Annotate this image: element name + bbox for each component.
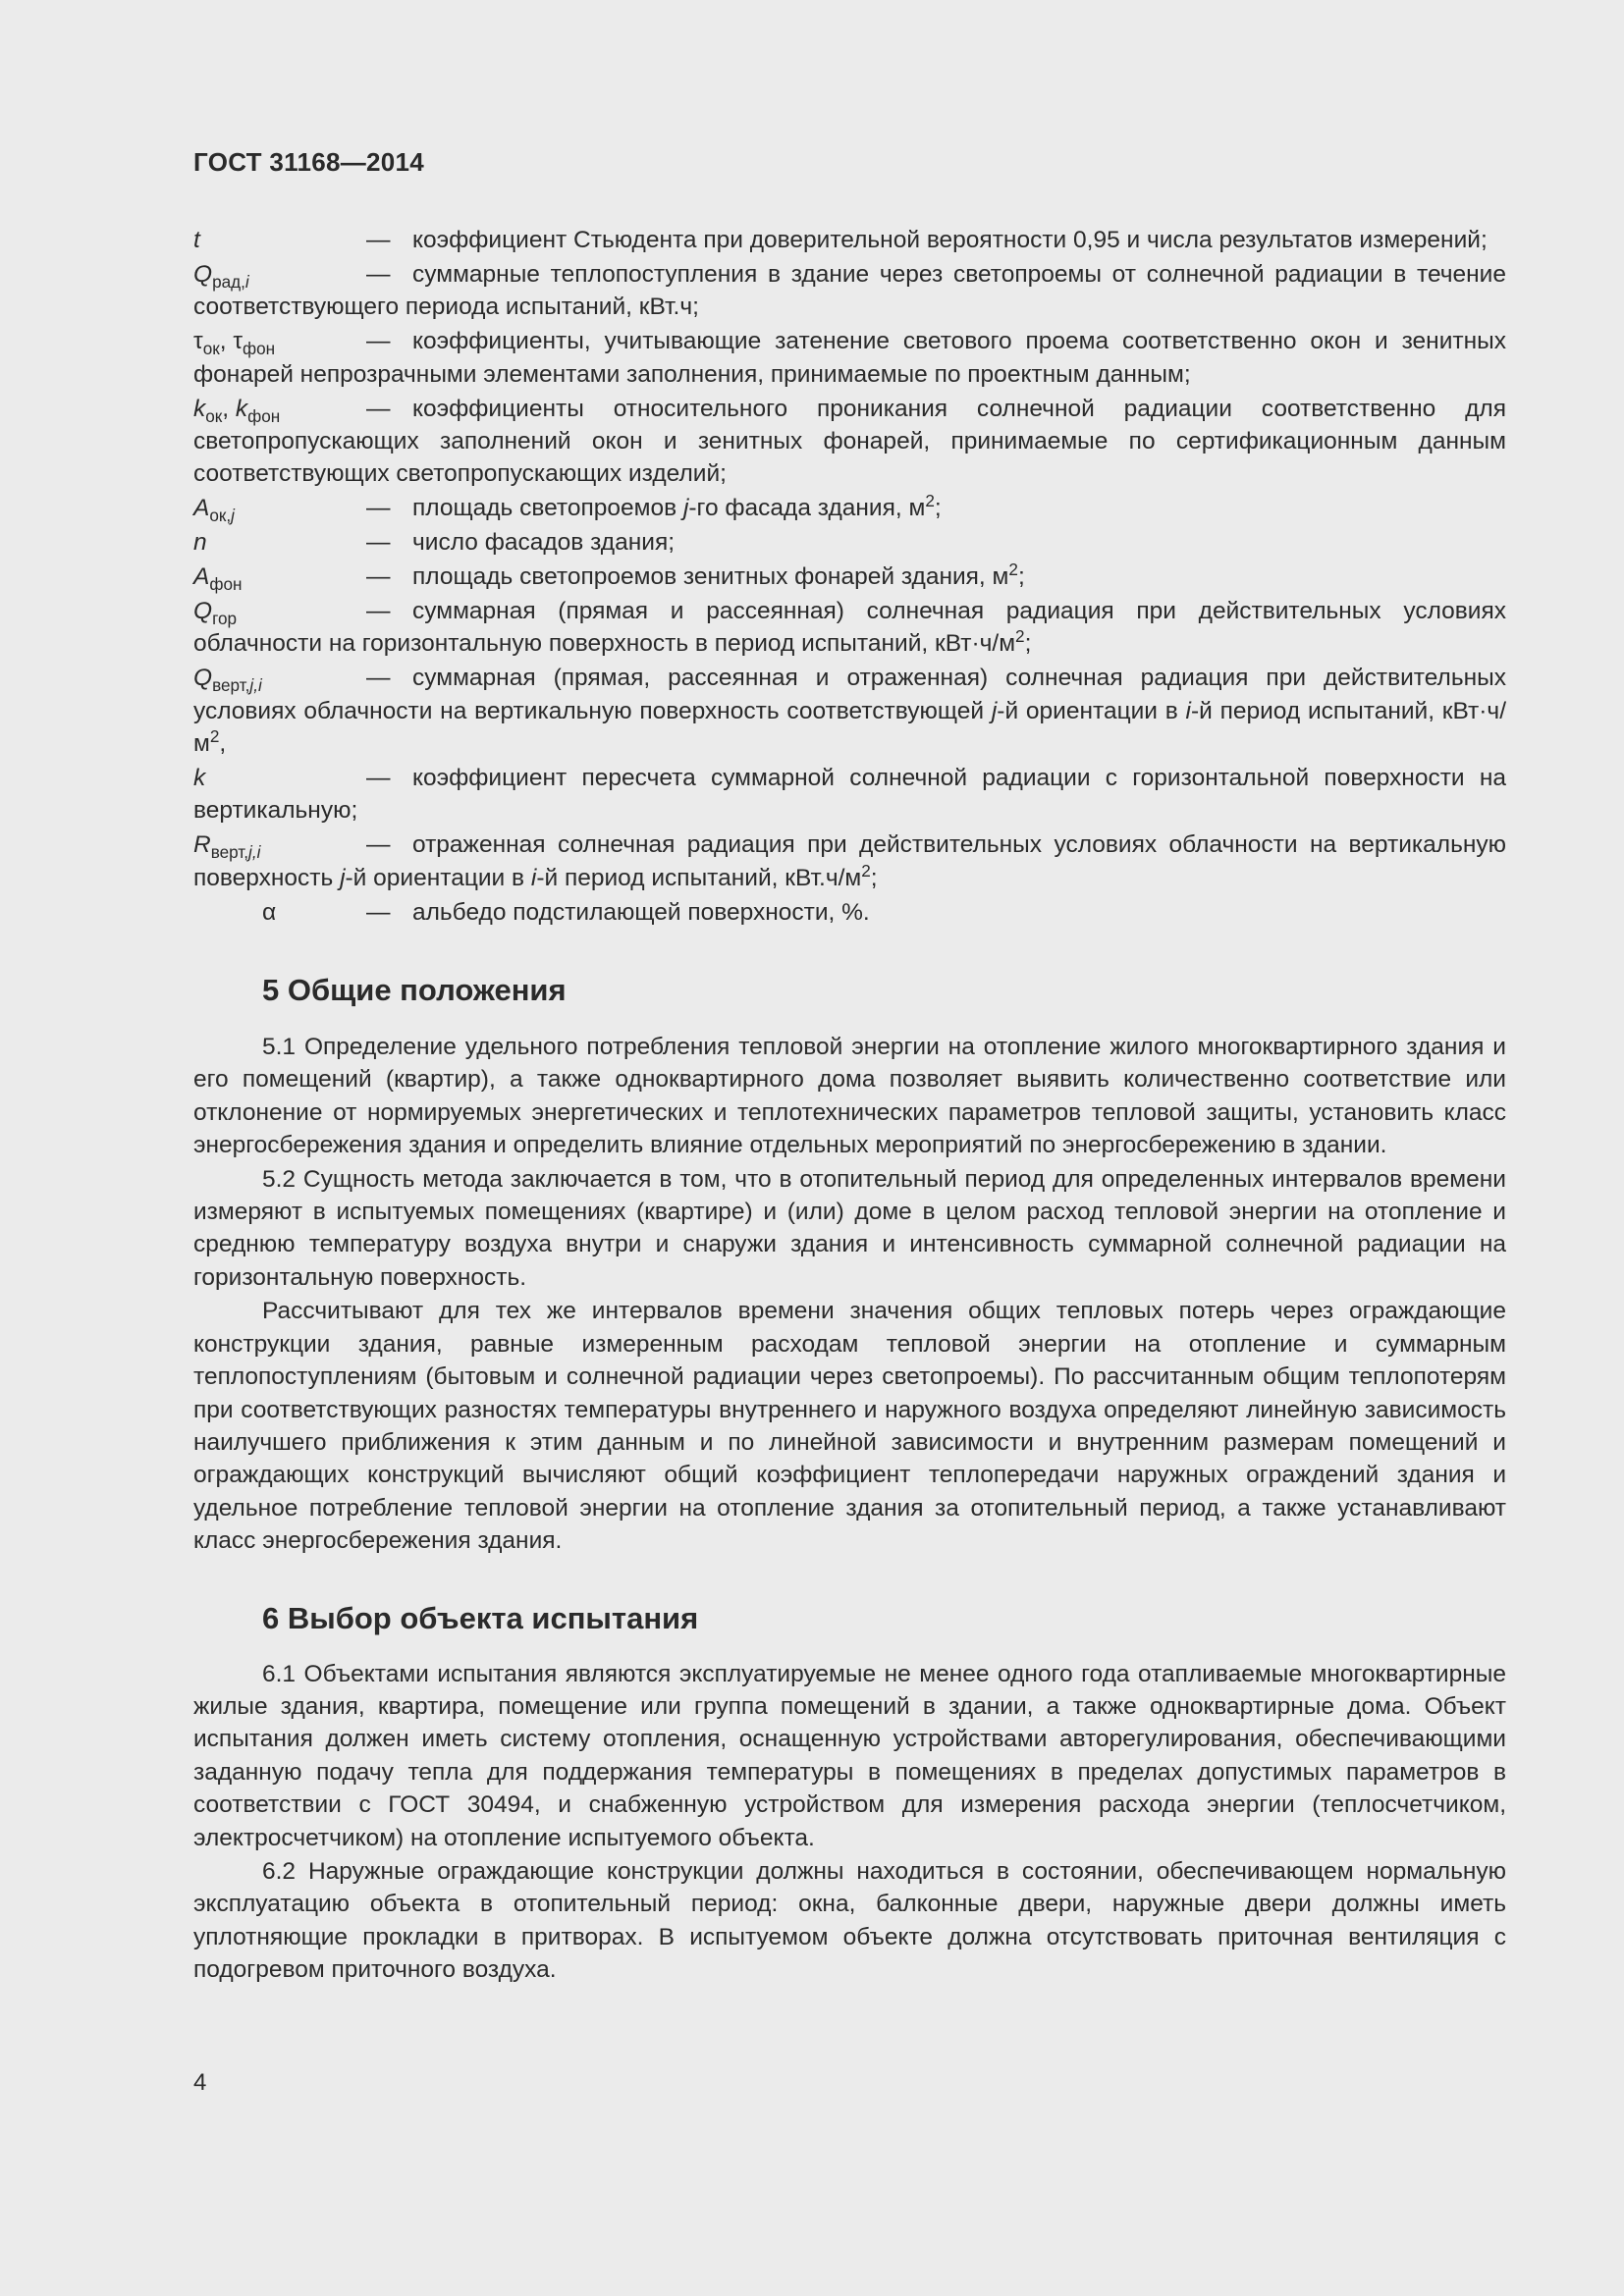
definition-a-ok xyxy=(193,492,1506,524)
dash: — xyxy=(366,831,391,859)
symbol: α xyxy=(262,898,277,926)
symbol: $k_{ок}$, $k_{фон}$ xyxy=(193,395,281,426)
page-number: 4 xyxy=(193,2069,207,2096)
definition-text: суммарные теплопоступления в здание через светопроемы от солнечной радиации в течение соответствующего периода испытаний, кВт.ч; xyxy=(193,260,1506,321)
definition-text: число фасадов здания; xyxy=(412,529,676,557)
dash: — xyxy=(366,529,391,557)
symbol: $A_{ок,j}$ xyxy=(193,495,235,526)
dash: — xyxy=(366,765,391,791)
definition-q-vert xyxy=(193,662,1506,760)
definition-text: коэффициенты, учитывающие затенение светового проема соответственно окон и зенитных фонарей непрозрачными элементами заполнения, принимаемые по проектным данным; xyxy=(193,328,1506,388)
symbol: t xyxy=(193,227,200,253)
definition-text: коэффициент Стьюдента при доверительной вероятности 0,95 и числа результатов измерений; xyxy=(412,227,1488,253)
definition-q-gor xyxy=(193,595,1506,661)
section-6-heading: 6 Выбор объекта испытания xyxy=(262,1600,699,1635)
paragraph-6-1: 6.1 Объектами испытания являются эксплуатируемые не менее одного года отапливаемые многоквартирные жилые здания, квартира, помещение или группа помещений в здании, а также одноквартирные дома. Объект испытания должен иметь систему отопления, оснащенную устройствами авторегулирования, обеспечивающими заданную подачу тепла для поддержания температуры в помещениях в пределах допустимых параметров в соответствии с ГОСТ 30494, и снабженную устройством для измерения расхода энергии (теплосчетчиком, электросчетчиком) на отопление испытуемого объекта. xyxy=(193,1660,1506,1851)
document-header: ГОСТ 31168—2014 xyxy=(193,147,425,177)
paragraph-5-2-cont: Рассчитывают для тех же интервалов времени значения общих тепловых потерь через ограждающие конструкции здания, равные измеренным расходам тепловой энергии на отопление и суммарным теплопоступлениям (бытовым и солнечной радиации через светопроемы). По рассчитанным общим теплопотерям при соответствующих разностях температуры внутреннего и наружного воздуха определяют линейную зависимость наилучшего приближения к этим данным и по линейной зависимости и внутренним размерам помещений и ограждающих конструкций вычисляют общий коэффициент теплопередачи наружных ограждений здания и удельное потребление тепловой энергии на отопление здания за отопительный период, а также устанавливают класс энергосбережения здания. xyxy=(193,1298,1506,1555)
dash: — xyxy=(366,597,391,624)
symbol: $Q_{рад,i}$ xyxy=(193,260,249,292)
dash: — xyxy=(366,495,391,522)
symbol: $\tau_{ок}$, $\tau_{фон}$ xyxy=(193,328,276,359)
symbol: k xyxy=(193,765,206,791)
document-body xyxy=(193,224,1506,1988)
symbol: n xyxy=(193,529,207,557)
definition-t xyxy=(193,224,1506,256)
paragraph-6-2: 6.2 Наружные ограждающие конструкции должны находиться в состоянии, обеспечивающем нормальную эксплуатацию объекта в отопительный период: окна, балконные двери, наружные двери должны иметь уплотняющие прокладки в притворах. В испытуемом объекте должна отсутствовать приточная вентиляция с подогревом приточного воздуха. xyxy=(193,1857,1506,1984)
symbol: $Q_{верт,j,i}$ xyxy=(193,665,262,696)
definition-text: площадь светопроемов зенитных фонарей здания, $м^2$; xyxy=(412,560,1025,591)
definition-text: коэффициенты относительного проникания солнечной радиации соответственно для светопропускающих заполнений окон и зенитных фонарей, принимаемые по сертификационным данным соответствующих светопропускающих изделий; xyxy=(193,395,1506,488)
paragraph-5-2: 5.2 Сущность метода заключается в том, что в отопительный период для определенных интервалов времени измеряют в испытуемых помещениях (квартире) и (или) доме в целом расход тепловой энергии на отопление и среднюю температуру воздуха внутри и снаружи здания и интенсивность суммарной солнечной радиации на горизонтальную поверхность. xyxy=(193,1165,1506,1291)
definition-k-ok xyxy=(193,393,1506,491)
dash: — xyxy=(366,260,391,288)
section-5-heading: 5 Общие положения xyxy=(262,973,567,1008)
dash: — xyxy=(366,227,391,253)
definition-k xyxy=(193,762,1506,828)
definition-tau xyxy=(193,325,1506,391)
definition-text: площадь светопроемов j-го фасада здания, $м^2$; xyxy=(412,491,942,522)
dash: — xyxy=(366,898,391,926)
dash: — xyxy=(366,395,391,422)
symbol: $A_{фон}$ xyxy=(193,563,243,595)
definition-text: суммарная (прямая, рассеянная и отраженная) солнечная радиация при действительных условиях облачности на вертикальную поверхность соответствующей j-й ориентации в i-й период испытаний, $кВт\cdot ч/м^2$, xyxy=(193,665,1506,758)
dash: — xyxy=(366,563,391,591)
symbol: $Q_{гор}$ xyxy=(193,597,238,628)
definition-text: суммарная (прямая и рассеянная) солнечная радиация при действительных условиях облачности на горизонтальную поверхность в период испытаний, $кВт\cdot ч/м^2$; xyxy=(193,597,1506,658)
definition-text: альбедо подстилающей поверхности, %. xyxy=(412,898,870,926)
symbol: $R_{верт,j,i}$ xyxy=(193,831,261,863)
dash: — xyxy=(366,665,391,692)
definition-q-rad xyxy=(193,258,1506,324)
definition-text: отраженная солнечная радиация при действительных условиях облачности на вертикальную поверхность j-й ориентации в i-й период испытаний, $кВт.ч/м^2$; xyxy=(193,831,1506,891)
paragraph-5-1: 5.1 Определение удельного потребления тепловой энергии на отопление жилого многоквартирного здания и его помещений (квартир), а также одноквартирного дома позволяет выявить количественно соответствие или отклонение от нормируемых энергетических и теплотехнических параметров тепловой защиты, установить класс энергосбережения здания и определить влияние отдельных мероприятий по энергосбережению в здании. xyxy=(193,1034,1506,1159)
definition-text: коэффициент пересчета суммарной солнечной радиации с горизонтальной поверхности на вертикальную; xyxy=(193,765,1506,825)
definition-n xyxy=(193,526,1506,559)
dash: — xyxy=(366,328,391,355)
definition-alpha xyxy=(193,896,1506,929)
definition-a-fon xyxy=(193,561,1506,593)
definition-r-vert xyxy=(193,828,1506,894)
